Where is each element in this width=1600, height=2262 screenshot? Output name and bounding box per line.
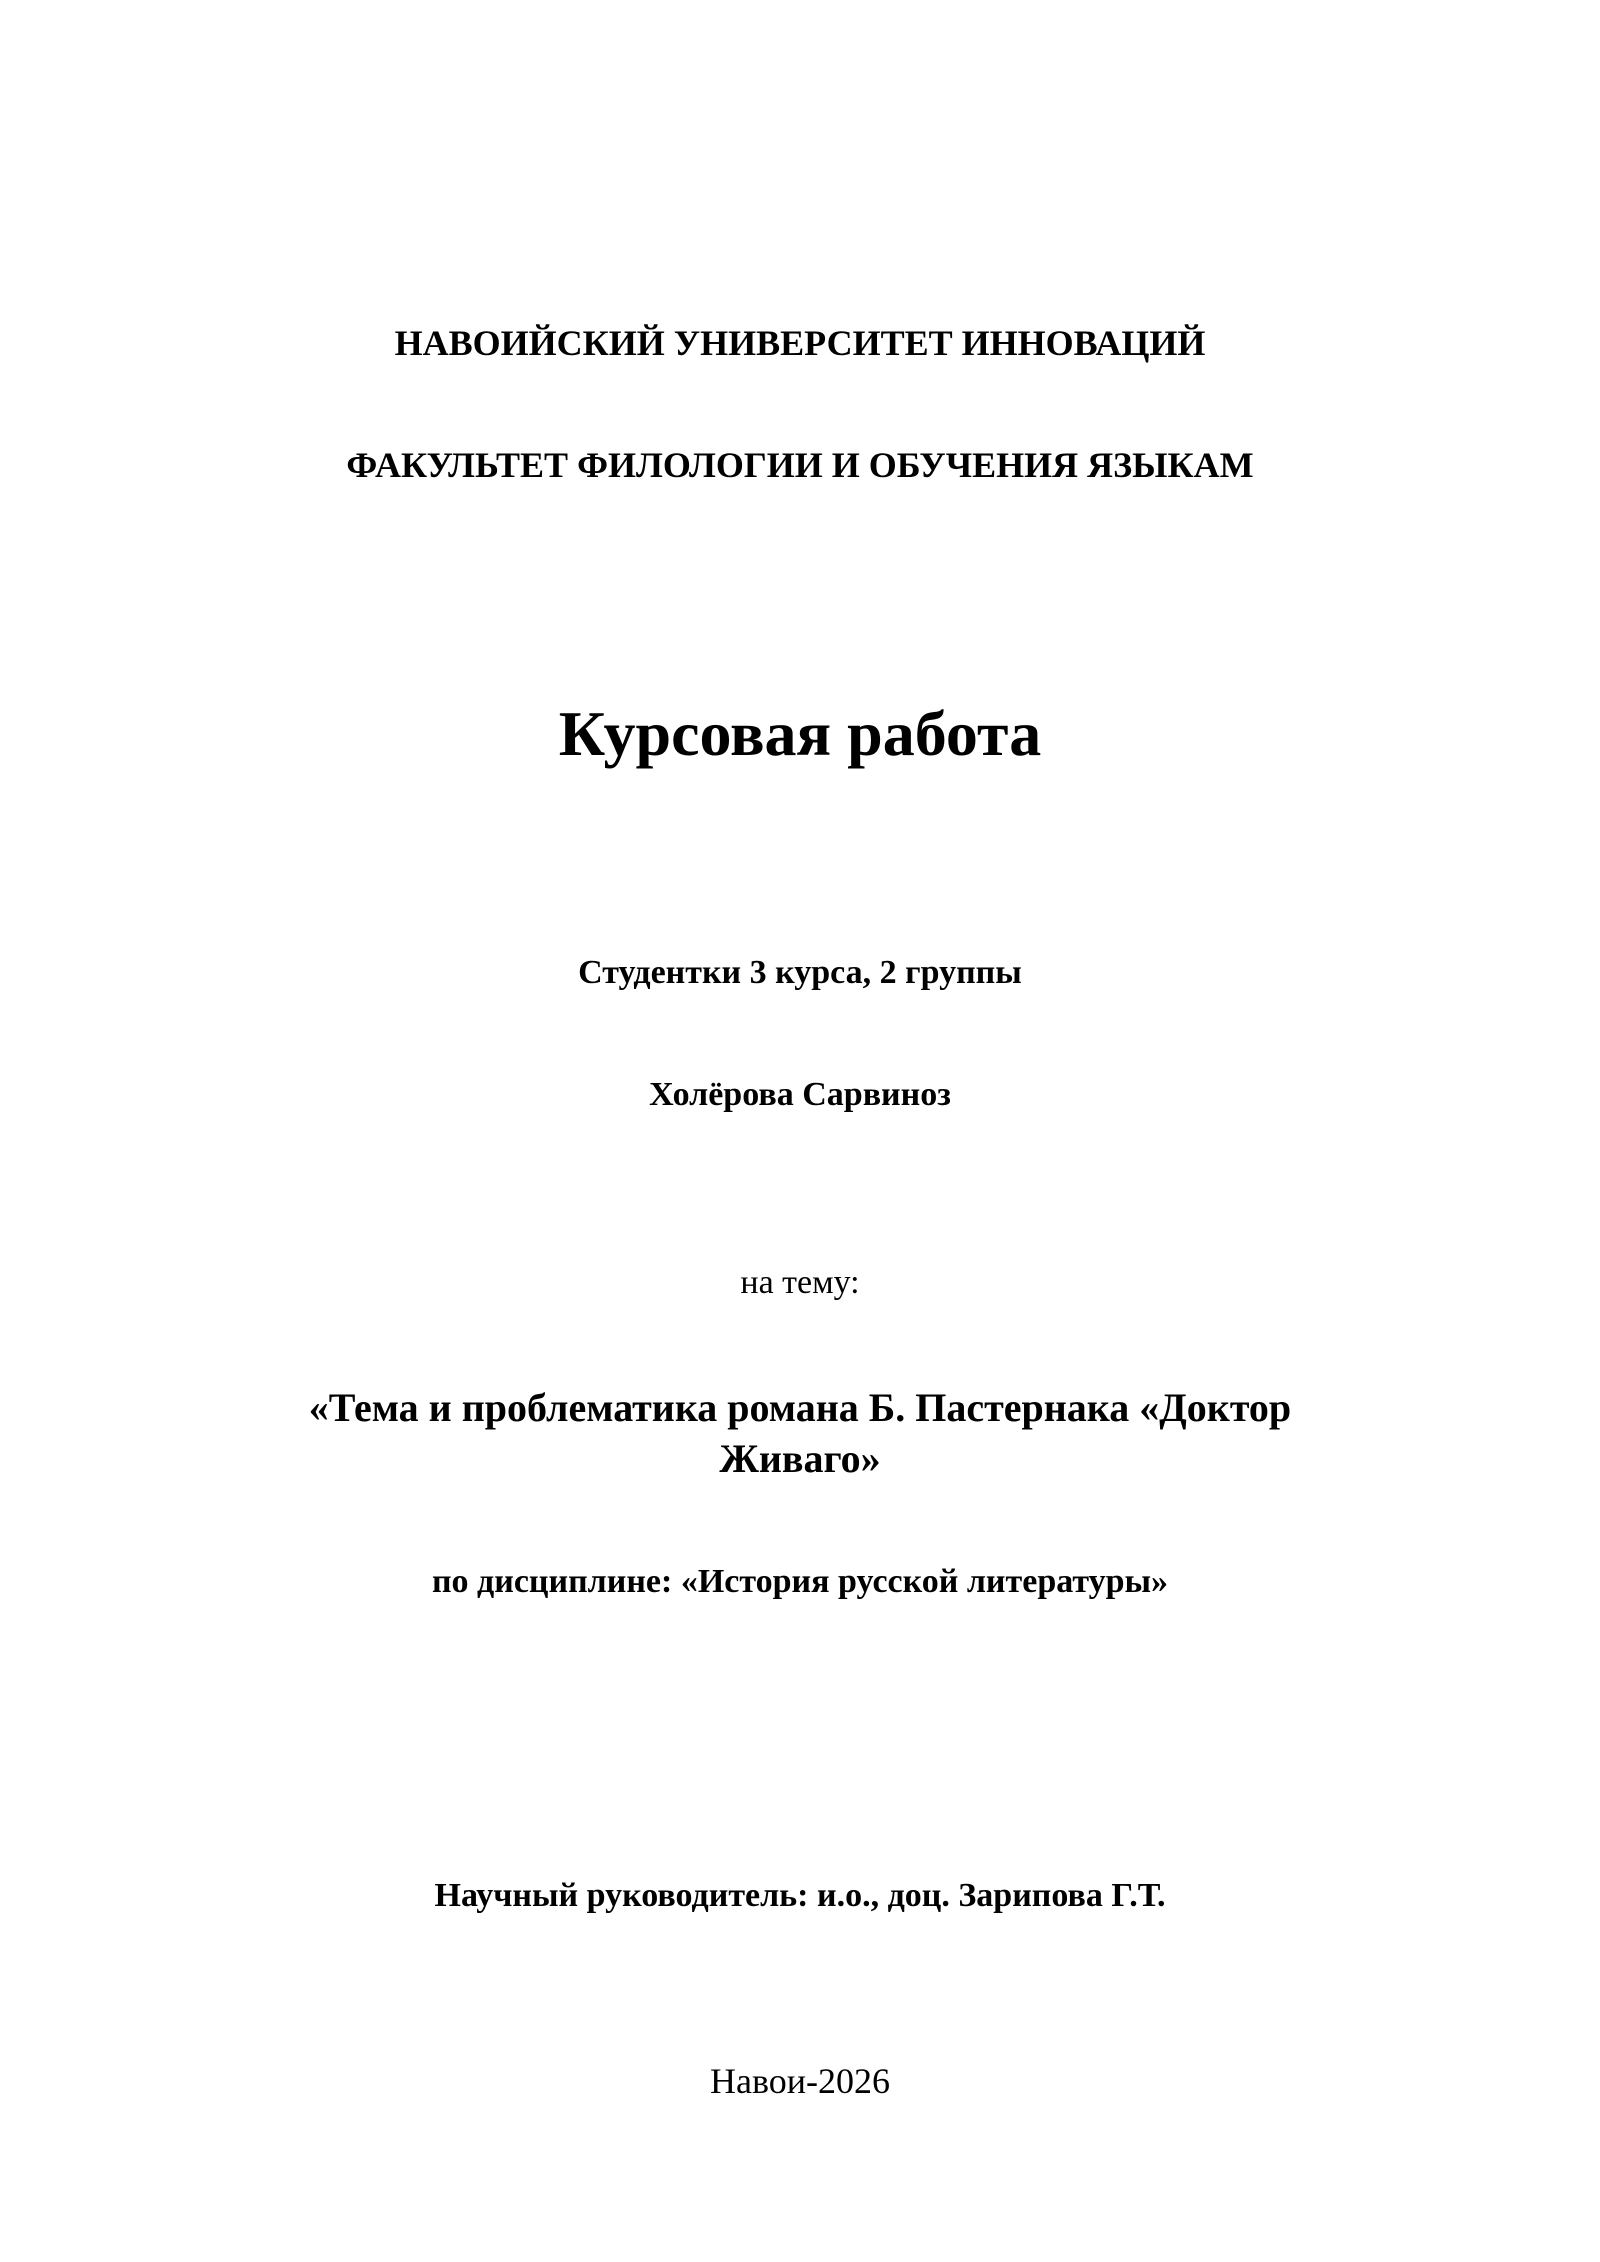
student-group: Студентки 3 курса, 2 группы — [578, 954, 1022, 991]
discipline-line: по дисциплине: «История русской литературы» — [431, 1563, 1169, 1600]
student-name: Холёрова Сарвиноз — [649, 1076, 951, 1113]
faculty-name: ФАКУЛЬТЕТ ФИЛОЛОГИИ И ОБУЧЕНИЯ ЯЗЫКАМ — [346, 445, 1254, 485]
supervisor-line: Научный руководитель: и.о., доц. Зарипова Г.Т. — [434, 1877, 1166, 1914]
on-topic-label: на тему: — [740, 1264, 860, 1301]
document-type-title: Курсовая работа — [558, 698, 1042, 769]
city-year: Навои-2026 — [710, 2061, 890, 2101]
university-name: НАВОИЙСКИЙ УНИВЕРСИТЕТ ИННОВАЦИЙ — [394, 323, 1206, 363]
topic-title: «Тема и проблематика романа Б. Пастернака «Доктор Живаго» — [308, 1385, 1292, 1481]
